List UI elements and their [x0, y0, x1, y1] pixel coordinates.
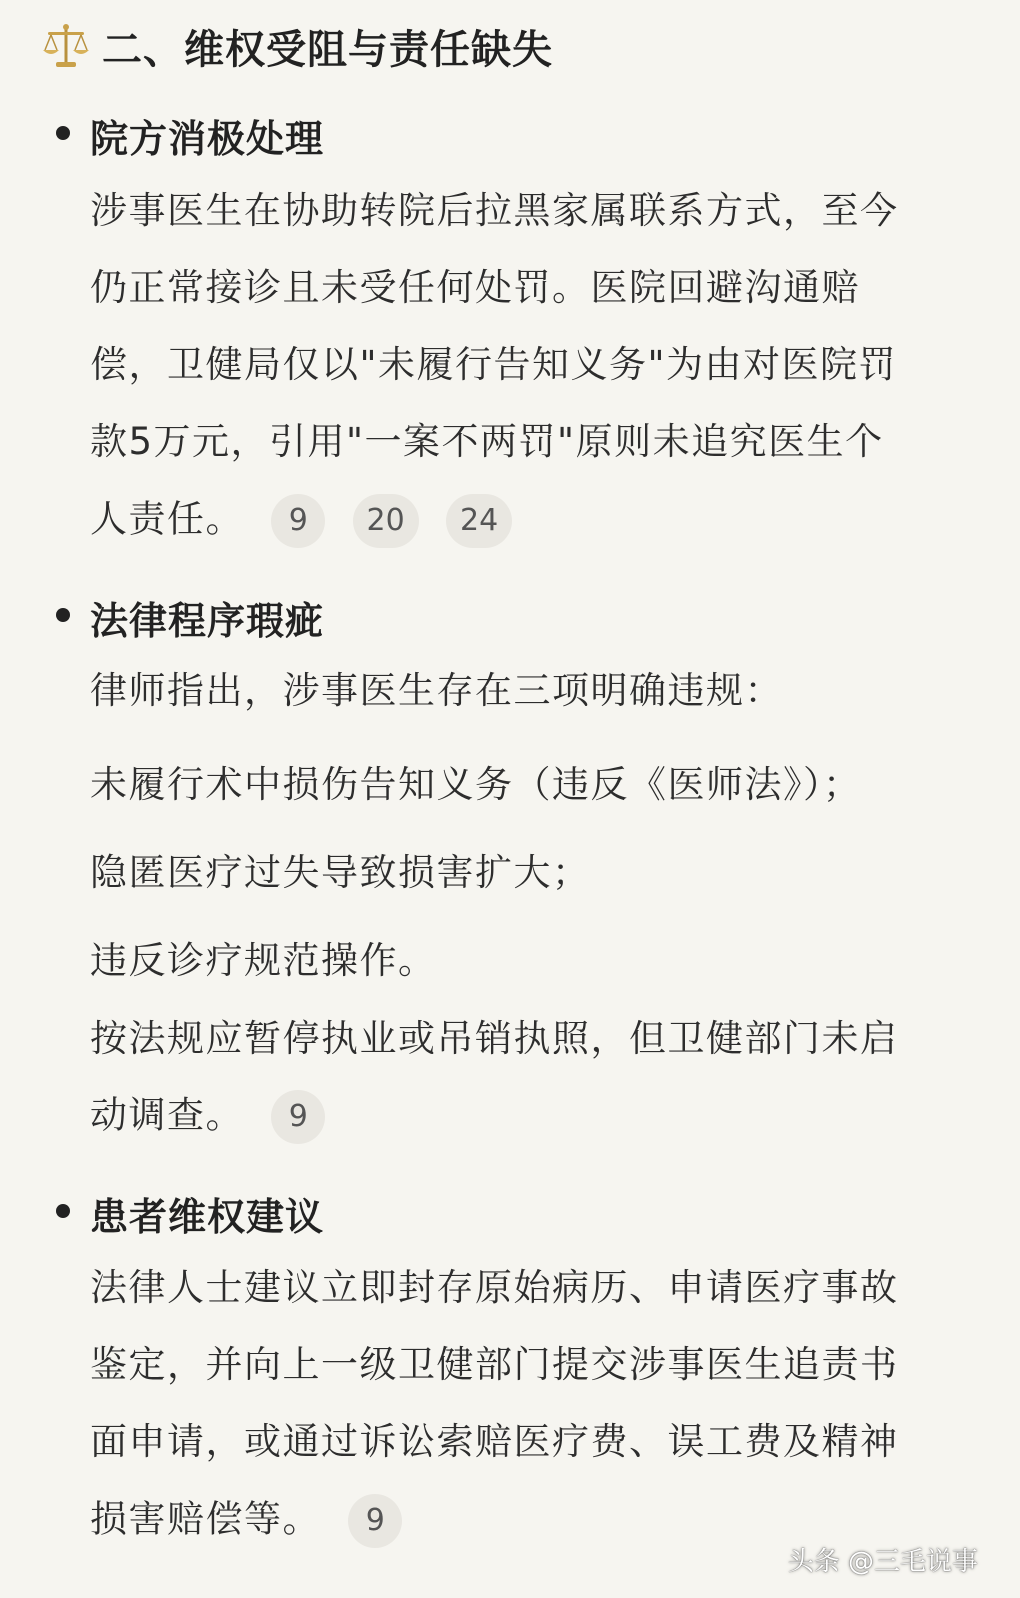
section-title: 法律程序瑕疵: [90, 599, 325, 643]
citation-chip[interactable]: 24: [446, 494, 512, 548]
paragraph-line: 律师指出，涉事医生存在三项明确违规：: [90, 669, 783, 712]
citation-chip[interactable]: 20: [353, 494, 419, 548]
bullet-icon: [56, 126, 70, 140]
paragraph-line: 违反诊疗规范操作。: [90, 939, 437, 982]
paragraph-line-with-citations: [90, 1494, 402, 1544]
paragraph-line: 面申请，或通过诉讼索赔医疗费、误工费及精神: [90, 1420, 899, 1463]
paragraph-text: 动调查。: [90, 1093, 244, 1137]
balance-scale-icon: [40, 20, 92, 72]
bullet-icon: [56, 608, 70, 622]
paragraph-line: 按法规应暂停执业或吊销执照，但卫健部门未启: [90, 1017, 899, 1060]
paragraph-text: 损害赔偿等。: [90, 1497, 321, 1541]
paragraph-line: 隐匿医疗过失导致损害扩大；: [90, 851, 591, 894]
section-title: 院方消极处理: [90, 117, 325, 161]
citation-chip[interactable]: 9: [271, 1090, 325, 1144]
paragraph-line-with-citations: [90, 1090, 325, 1140]
paragraph-line: 法律人士建议立即封存原始病历、申请医疗事故: [90, 1266, 899, 1309]
paragraph-line: 仍正常接诊且未受任何处罚。医院回避沟通赔: [90, 266, 860, 309]
citation-chip[interactable]: 9: [348, 1494, 402, 1548]
paragraph-line: 涉事医生在协助转院后拉黑家属联系方式，至今: [90, 189, 899, 232]
citation-chip[interactable]: 9: [271, 494, 325, 548]
paragraph-text: 人责任。: [90, 497, 244, 541]
watermark: 头条 @三毛说事: [787, 1547, 978, 1577]
bullet-icon: [56, 1204, 70, 1218]
paragraph-line: 款5万元，引用"一案不两罚"原则未追究医生个: [90, 420, 884, 463]
paragraph-line: 未履行术中损伤告知义务（违反《医师法》）；: [90, 763, 862, 806]
section-title: 患者维权建议: [90, 1195, 325, 1239]
heading-title: 二、维权受阻与责任缺失: [102, 26, 553, 73]
paragraph-line: 偿，卫健局仅以"未履行告知义务"为由对医院罚: [90, 343, 898, 386]
paragraph-line-with-citations: [90, 494, 512, 544]
section-heading: [40, 14, 553, 78]
paragraph-line: 鉴定，并向上一级卫健部门提交涉事医生追责书: [90, 1343, 899, 1386]
